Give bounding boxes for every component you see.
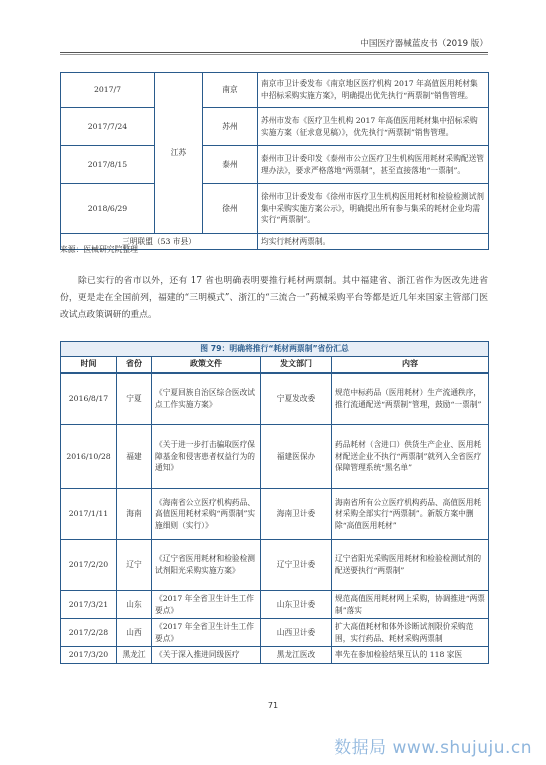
table-row <box>61 619 489 647</box>
content-cell: 辽宁省阳光采购医用耗材和检验检测试剂的配送要执行“两票制” <box>332 540 489 591</box>
table-row <box>61 591 489 619</box>
content-cell: 泰州市卫计委印发《泰州市公立医疗卫生机构医用耗材采购配送管理办法》，要求严格落地“两票制”，甚至直接落地“一票制”。 <box>258 146 489 184</box>
page-header-title: 中国医疗器械蓝皮书（2019 版） <box>360 39 488 49</box>
province-cell: 福建 <box>117 425 152 489</box>
table-row <box>61 647 489 664</box>
content-cell: 扩大高值耗材和体外诊断试剂限价采购范围，实行药品、耗材采购两票制 <box>332 619 489 647</box>
province-cell: 黑龙江 <box>117 647 152 664</box>
policy-cell: 《辽宁省医用耗材和检验检测试剂阳光采购实施方案》 <box>152 540 261 591</box>
table-row <box>61 73 489 108</box>
province-cell: 宁夏 <box>117 373 152 425</box>
column-header-content: 内容 <box>332 357 489 373</box>
province-cell: 山东 <box>117 591 152 619</box>
column-header-policy: 政策文件 <box>152 357 261 373</box>
dept-cell: 海南卫计委 <box>261 489 332 540</box>
dept-cell: 黑龙江医改 <box>261 647 332 664</box>
date-cell: 2017/1/11 <box>61 489 117 540</box>
table-row <box>61 425 489 489</box>
content-cell: 率先在参加检验结果互认的 118 家医 <box>332 647 489 664</box>
content-cell: 规范高值医用耗材网上采购，协调推进“两票制”落实 <box>332 591 489 619</box>
alliance-label-cell: 三明联盟（53 市县） <box>61 234 258 250</box>
date-cell: 2017/7/24 <box>61 108 155 146</box>
city-cell: 南京 <box>203 73 258 108</box>
city-cell: 泰州 <box>203 146 258 184</box>
content-cell: 苏州市发布《医疗卫生机构 2017 年高值医用耗材集中招标采购实施方案（征求意见稿）》，优先执行“两票制”销售管理。 <box>258 108 489 146</box>
table-row <box>61 489 489 540</box>
province-cell: 江苏 <box>155 73 203 234</box>
watermark: 数据局 www.shujuju.cn <box>334 738 532 758</box>
city-cell: 苏州 <box>203 108 258 146</box>
date-cell: 2017/3/20 <box>61 647 117 664</box>
table-row <box>61 540 489 591</box>
policy-cell: 《2017 年全省卫生计生工作要点》 <box>152 591 261 619</box>
province-cell: 辽宁 <box>117 540 152 591</box>
policy-cell: 《宁夏回族自治区综合医改试点工作实施方案》 <box>152 373 261 425</box>
dept-cell: 山东卫计委 <box>261 591 332 619</box>
policy-cell: 《关于进一步打击骗取医疗保障基金和侵害患者权益行为的通知》 <box>152 425 261 489</box>
content-cell: 南京市卫计委发布《南京地区医疗机构 2017 年高值医用耗材集中招标采购实施方案》，明确提出优先执行“两票制”销售管理。 <box>258 73 489 108</box>
policy-cell: 《关于深入推进同级医疗 <box>152 647 261 664</box>
date-cell: 2016/10/28 <box>61 425 117 489</box>
dept-cell: 山西卫计委 <box>261 619 332 647</box>
content-cell: 规范中标药品（医用耗材）生产流通秩序，推行流通配送“两票制”管理，鼓励“一票制” <box>332 373 489 425</box>
dept-cell: 宁夏发改委 <box>261 373 332 425</box>
table-row <box>61 108 489 146</box>
date-cell: 2017/8/15 <box>61 146 155 184</box>
dept-cell: 辽宁卫计委 <box>261 540 332 591</box>
policy-cell: 《2017 年全省卫生计生工作要点》 <box>152 619 261 647</box>
body-paragraph: 除已实行的省市以外，还有 17 省也明确表明要推行耗材两票制。其中福建省、浙江省作为医改先进省份，更是走在全国前列，福建的“三明模式”、浙江的“三流合一”药械采购平台等都是近几年来国家主管部门医改试点政策调研的重点。 <box>60 276 488 320</box>
column-header-province: 省份 <box>117 357 152 373</box>
province-cell: 海南 <box>117 489 152 540</box>
content-cell: 徐州市卫计委发布《徐州市医疗卫生机构医用耗材和检验检测试剂集中采购实施方案公示》，明确提出所有参与集采的耗材企业均需实行“两票制”。 <box>258 184 489 234</box>
header-rule-thin <box>60 54 488 55</box>
content-cell: 海南省所有公立医疗机构药品、高值医用耗材采购全部实行“两票制”。新版方案中删除“高值医用耗材” <box>332 489 489 540</box>
table-row <box>61 373 489 425</box>
dept-cell: 福建医保办 <box>261 425 332 489</box>
provinces-two-invoice-table <box>60 341 489 664</box>
date-cell: 2017/7 <box>61 73 155 108</box>
table-row <box>61 146 489 184</box>
date-cell: 2017/3/21 <box>61 591 117 619</box>
source-note: 来源：医械研究院整理 <box>60 245 138 254</box>
table-header-row <box>61 357 489 373</box>
column-header-dept: 发文部门 <box>261 357 332 373</box>
content-cell: 药品耗材（含进口）供货生产企业、医用耗材配送企业不执行“两票制”就列入全省医疗保障管理系统“黑名单” <box>332 425 489 489</box>
table-caption: 图 79：明确将推行“耗材两票制”省份汇总 <box>61 342 489 357</box>
city-cell: 徐州 <box>203 184 258 234</box>
page-number: 71 <box>267 701 279 710</box>
header-rule <box>60 52 488 53</box>
date-cell: 2018/6/29 <box>61 184 155 234</box>
table-row <box>61 184 489 234</box>
column-header-date: 时间 <box>61 357 117 373</box>
date-cell: 2017/2/28 <box>61 619 117 647</box>
content-cell: 均实行耗材两票制。 <box>258 234 489 250</box>
jiangsu-policy-table <box>60 72 489 250</box>
date-cell: 2017/2/20 <box>61 540 117 591</box>
province-cell: 山西 <box>117 619 152 647</box>
date-cell: 2016/8/17 <box>61 373 117 425</box>
policy-cell: 《海南省公立医疗机构药品、高值医用耗材采购“两票制”实施细则（实行）》 <box>152 489 261 540</box>
